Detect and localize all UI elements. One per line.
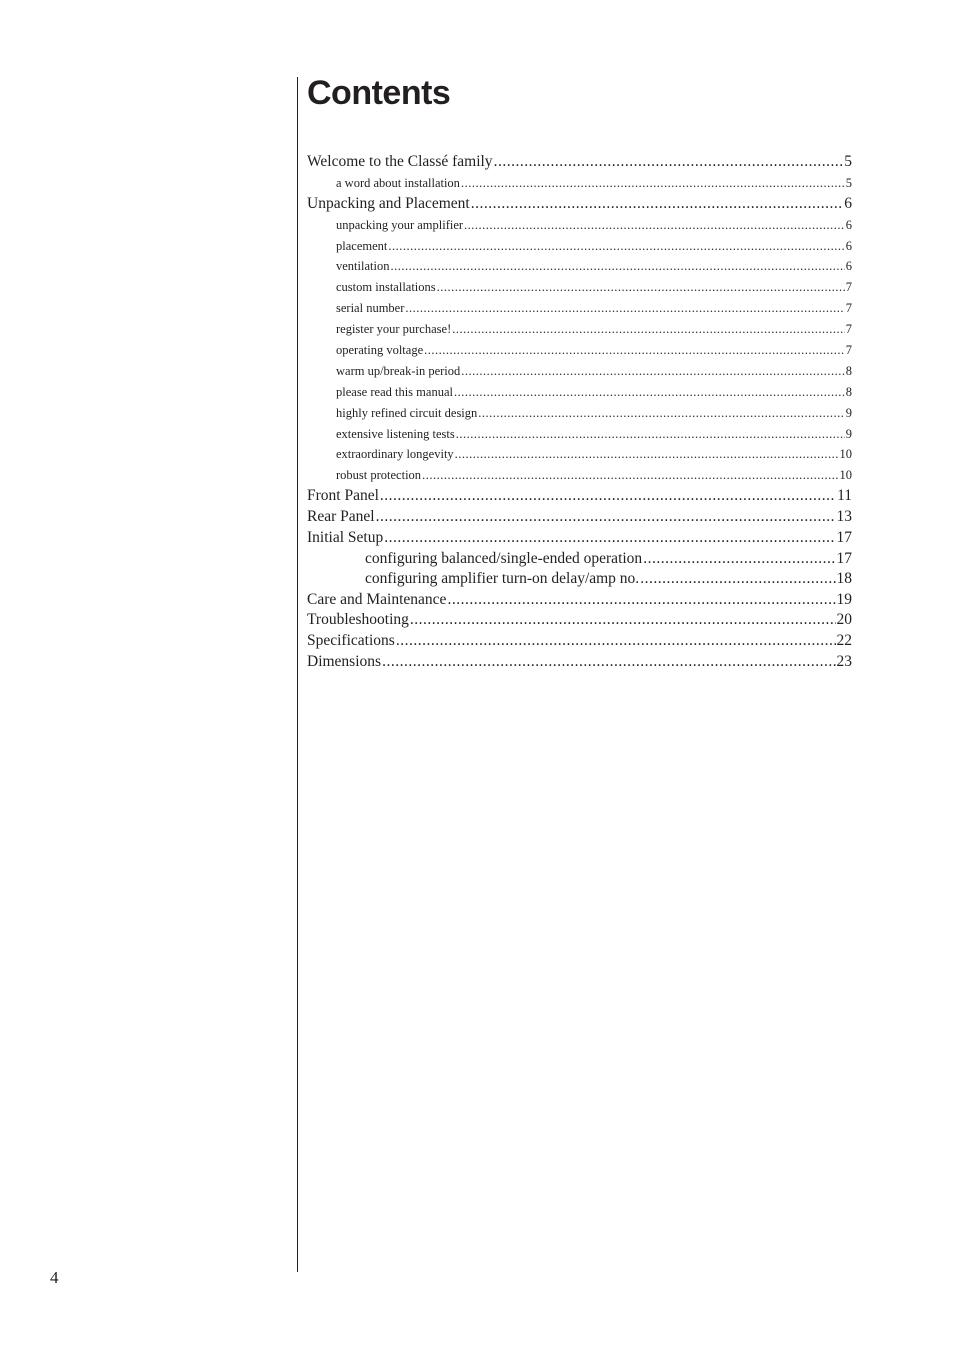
page-number: 4 bbox=[50, 1268, 59, 1287]
toc-entry-page: 5 bbox=[844, 153, 852, 170]
toc-entry[interactable] bbox=[307, 486, 852, 507]
toc-entry-page: 22 bbox=[836, 632, 852, 650]
toc-entry-page: 17 bbox=[836, 549, 852, 567]
page-title: Contents bbox=[307, 74, 451, 112]
toc-entry-label: warm up/break-in period bbox=[336, 363, 461, 378]
dot-leader bbox=[456, 424, 845, 445]
toc-entry-page: 6 bbox=[845, 238, 852, 253]
toc-entry-label: Welcome to the Classé family bbox=[307, 153, 493, 170]
dot-leader bbox=[396, 631, 836, 652]
dot-leader bbox=[424, 340, 845, 361]
toc-entry[interactable] bbox=[307, 173, 852, 194]
toc-entry[interactable] bbox=[307, 631, 852, 652]
toc-entry[interactable] bbox=[307, 382, 852, 403]
dot-leader bbox=[447, 590, 835, 611]
toc-entry-page: 18 bbox=[836, 570, 852, 588]
toc-entry[interactable] bbox=[307, 424, 852, 445]
toc-entry-page: 8 bbox=[845, 384, 852, 399]
toc-entry-page: 9 bbox=[845, 405, 852, 420]
dot-leader bbox=[382, 652, 835, 673]
toc-entry-page: 19 bbox=[836, 590, 852, 608]
toc-entry-page: 6 bbox=[845, 217, 852, 232]
toc-entry-label: extraordinary longevity bbox=[336, 447, 454, 462]
toc-entry-page: 7 bbox=[845, 322, 852, 337]
toc-entry[interactable] bbox=[307, 194, 852, 215]
dot-leader bbox=[437, 277, 845, 298]
dot-leader bbox=[478, 403, 844, 424]
dot-leader bbox=[640, 569, 835, 589]
toc-entry[interactable] bbox=[307, 444, 852, 465]
toc-entry-page: 20 bbox=[836, 611, 852, 629]
toc-entry-label: Dimensions bbox=[307, 653, 382, 671]
dot-leader bbox=[422, 465, 838, 486]
dot-leader bbox=[461, 361, 844, 382]
toc-entry[interactable] bbox=[307, 319, 852, 340]
toc-entry-page: 6 bbox=[845, 259, 852, 274]
toc-entry-label: robust protection bbox=[336, 468, 422, 483]
toc-entry[interactable] bbox=[307, 298, 852, 319]
toc-entry[interactable] bbox=[307, 610, 852, 631]
toc-entry[interactable] bbox=[307, 569, 852, 589]
dot-leader bbox=[464, 215, 845, 236]
toc-entry[interactable] bbox=[307, 361, 852, 382]
toc-entry-page: 7 bbox=[845, 301, 852, 316]
toc-entry-page: 7 bbox=[845, 280, 852, 295]
dot-leader bbox=[390, 256, 844, 277]
dot-leader bbox=[405, 298, 844, 319]
dot-leader bbox=[455, 444, 839, 465]
toc-entry[interactable] bbox=[307, 277, 852, 298]
dot-leader bbox=[452, 319, 845, 340]
toc-entry-page: 17 bbox=[836, 529, 852, 547]
toc-entry-page: 11 bbox=[837, 487, 852, 505]
toc-entry-page: 10 bbox=[839, 447, 852, 462]
toc-entry-label: ventilation bbox=[336, 259, 390, 274]
toc-entry-label: Unpacking and Placement bbox=[307, 194, 470, 212]
toc-entry-label: unpacking your amplifier bbox=[336, 217, 464, 232]
dot-leader bbox=[471, 194, 844, 215]
toc-entry[interactable] bbox=[307, 549, 852, 569]
toc-entry-label: placement bbox=[336, 238, 388, 253]
toc-entry-label: register your purchase! bbox=[336, 322, 452, 337]
toc-entry-label: Specifications bbox=[307, 632, 395, 650]
toc-entry-page: 7 bbox=[845, 343, 852, 358]
toc-entry-page: 5 bbox=[845, 175, 852, 190]
toc-entry-page: 8 bbox=[845, 363, 852, 378]
dot-leader bbox=[643, 549, 835, 569]
table-of-contents bbox=[307, 152, 852, 673]
dot-leader bbox=[384, 528, 835, 549]
toc-entry-label: custom installations bbox=[336, 280, 436, 295]
toc-entry-label: highly refined circuit design bbox=[336, 405, 478, 420]
toc-entry-page: 10 bbox=[839, 468, 852, 483]
toc-entry[interactable] bbox=[307, 215, 852, 236]
dot-leader bbox=[461, 173, 845, 194]
vertical-rule bbox=[297, 77, 298, 1272]
toc-entry[interactable] bbox=[307, 528, 852, 549]
dot-leader bbox=[454, 382, 845, 403]
toc-entry-label: Troubleshooting bbox=[307, 611, 409, 629]
toc-entry-page: 6 bbox=[844, 194, 852, 212]
toc-entry[interactable] bbox=[307, 652, 852, 673]
toc-entry-label: a word about installation bbox=[336, 175, 460, 190]
dot-leader bbox=[494, 152, 844, 173]
toc-entry-page: 13 bbox=[836, 508, 852, 526]
toc-entry-label: configuring amplifier turn-on delay/amp no. bbox=[365, 570, 640, 588]
toc-entry-label: extensive listening tests bbox=[336, 426, 455, 441]
dot-leader bbox=[388, 236, 844, 257]
toc-entry-label: operating voltage bbox=[336, 343, 424, 358]
toc-entry[interactable] bbox=[307, 465, 852, 486]
toc-entry[interactable] bbox=[307, 403, 852, 424]
toc-entry-label: Initial Setup bbox=[307, 529, 384, 547]
toc-entry-page: 9 bbox=[845, 426, 852, 441]
toc-entry[interactable] bbox=[307, 236, 852, 257]
toc-entry-label: please read this manual bbox=[336, 384, 453, 399]
dot-leader bbox=[380, 486, 836, 507]
toc-entry[interactable] bbox=[307, 256, 852, 277]
toc-entry-label: configuring balanced/single-ended operation bbox=[365, 549, 643, 567]
dot-leader bbox=[410, 610, 836, 631]
toc-entry[interactable] bbox=[307, 590, 852, 611]
toc-entry-label: Rear Panel bbox=[307, 508, 375, 526]
dot-leader bbox=[376, 507, 836, 528]
toc-entry-page: 23 bbox=[836, 653, 852, 671]
toc-entry[interactable] bbox=[307, 507, 852, 528]
toc-entry[interactable] bbox=[307, 152, 852, 173]
toc-entry-label: Front Panel bbox=[307, 487, 379, 505]
toc-entry-label: serial number bbox=[336, 301, 405, 316]
toc-entry-label: Care and Maintenance bbox=[307, 590, 447, 608]
toc-entry[interactable] bbox=[307, 340, 852, 361]
